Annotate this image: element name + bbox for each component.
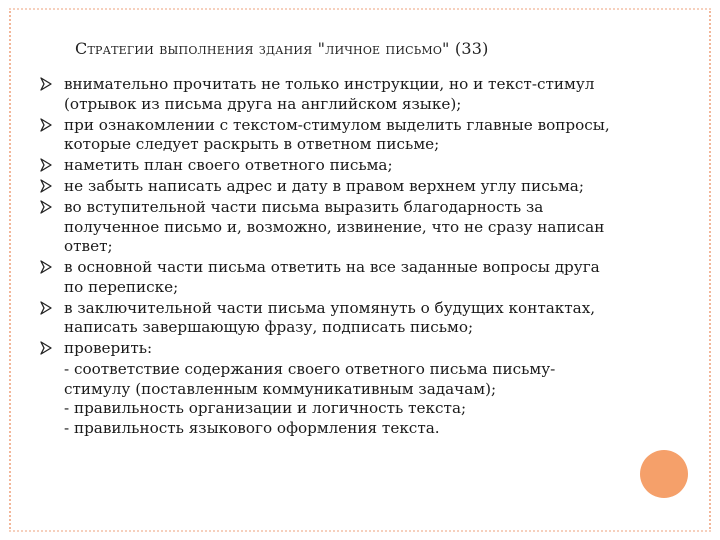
list-item-text: в заключительной части письма упомянуть о будущих контактах, написать завершающую фразу, подписать письмо; xyxy=(64,298,596,336)
list-item-text: внимательно прочитать не только инструкции, но и текст-стимул (отрывок из письма друга на английском языке); xyxy=(64,75,595,113)
list-item xyxy=(40,299,620,338)
list-item xyxy=(40,258,620,297)
dotted-border-right xyxy=(709,8,711,532)
list-item-text: проверить: xyxy=(64,339,153,357)
list-item xyxy=(40,156,620,176)
arrowhead-bullet-icon xyxy=(40,200,54,214)
list-item-text: в основной части письма ответить на все заданные вопросы друга по переписке; xyxy=(64,258,600,296)
sub-item: - соответствие содержания своего ответного письма письму-стимулу (поставленным коммуникативным задачам); xyxy=(64,360,556,398)
list-item-text: наметить план своего ответного письма; xyxy=(64,156,393,174)
slide-content xyxy=(40,75,620,438)
list-item-text: не забыть написать адрес и дату в правом верхнем углу письма; xyxy=(64,177,584,195)
dotted-border-bottom xyxy=(9,530,711,532)
arrowhead-bullet-icon xyxy=(40,118,54,132)
arrowhead-bullet-icon xyxy=(40,341,54,355)
list-item xyxy=(40,116,620,155)
strategy-list xyxy=(40,75,620,359)
list-item-text: при ознакомлении с текстом-стимулом выделить главные вопросы, которые следует раскрыть в ответном письме; xyxy=(64,115,610,153)
slide-title xyxy=(75,39,489,58)
dotted-border-top xyxy=(9,8,711,10)
slide-title-number: (33) xyxy=(454,39,489,58)
slide-title-text: Стратегии выполнения здания "личное письмо" xyxy=(75,39,450,58)
arrowhead-bullet-icon xyxy=(40,301,54,315)
sub-item: - правильность языкового оформления текста. xyxy=(64,418,440,437)
list-item xyxy=(40,339,620,359)
decorative-circle xyxy=(640,450,688,498)
arrowhead-bullet-icon xyxy=(40,179,54,193)
sub-item: - правильность организации и логичность текста; xyxy=(64,399,467,417)
arrowhead-bullet-icon xyxy=(40,77,54,91)
list-item-text: во вступительной части письма выразить благодарность за полученное письмо и, возможно, извинение, что не сразу написан ответ; xyxy=(64,198,605,255)
check-sublist xyxy=(40,360,620,438)
list-item xyxy=(40,198,620,257)
list-item xyxy=(40,75,620,114)
dotted-border-left xyxy=(9,8,11,532)
arrowhead-bullet-icon xyxy=(40,260,54,274)
list-item xyxy=(40,177,620,197)
arrowhead-bullet-icon xyxy=(40,158,54,172)
